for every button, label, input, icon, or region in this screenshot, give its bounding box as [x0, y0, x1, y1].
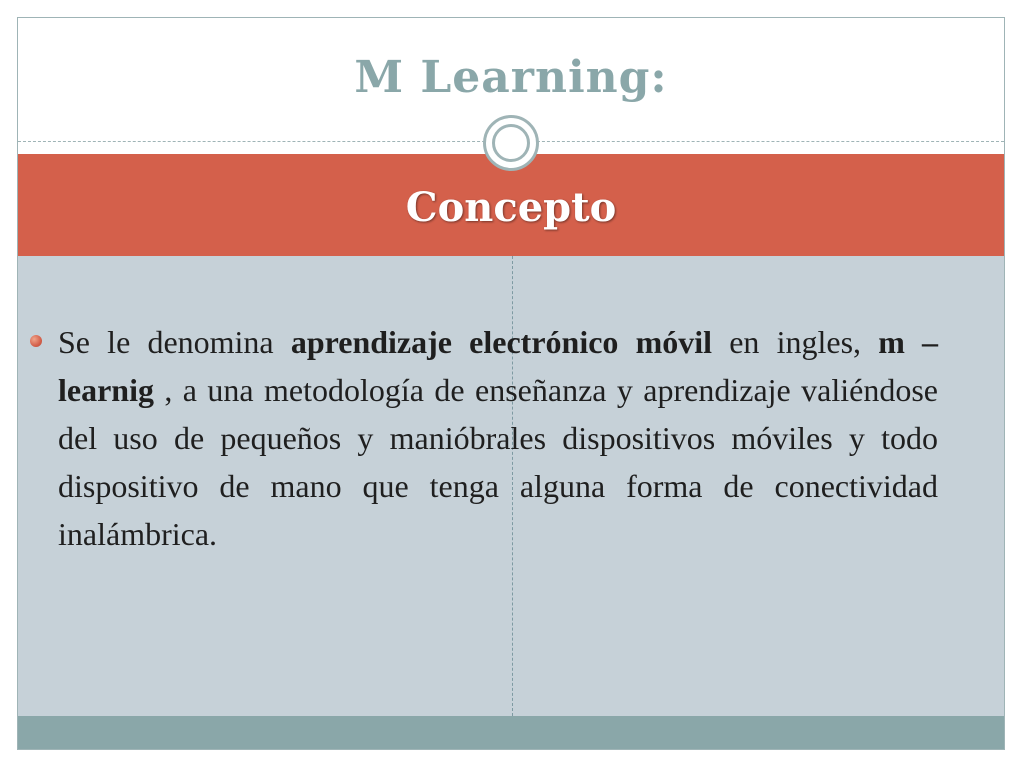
- bullet-bold-term2: m –learnig: [58, 324, 939, 408]
- circle-ornament-inner: [492, 124, 530, 162]
- bullet-bold-term1: aprendizaje electrónico móvil: [290, 324, 713, 360]
- slide-subtitle: Concepto: [405, 184, 617, 231]
- bullet-text: [58, 318, 938, 558]
- bullet-icon: [30, 335, 42, 347]
- circle-ornament-icon: [483, 115, 539, 171]
- bullet-text-part1: Se le denomina: [58, 324, 291, 360]
- footer-band: [18, 716, 1004, 750]
- bullet-text-part2: en ingles,: [712, 324, 879, 360]
- bullet-text-part3: , a una metodología de enseñanza y aprendizaje valiéndose del uso de pequeños y manióbrales dispositivos móviles y todo dispositivo de mano que tenga alguna forma de conectividad inalámbrica.: [58, 372, 938, 552]
- slide-title: M Learning:: [354, 52, 668, 103]
